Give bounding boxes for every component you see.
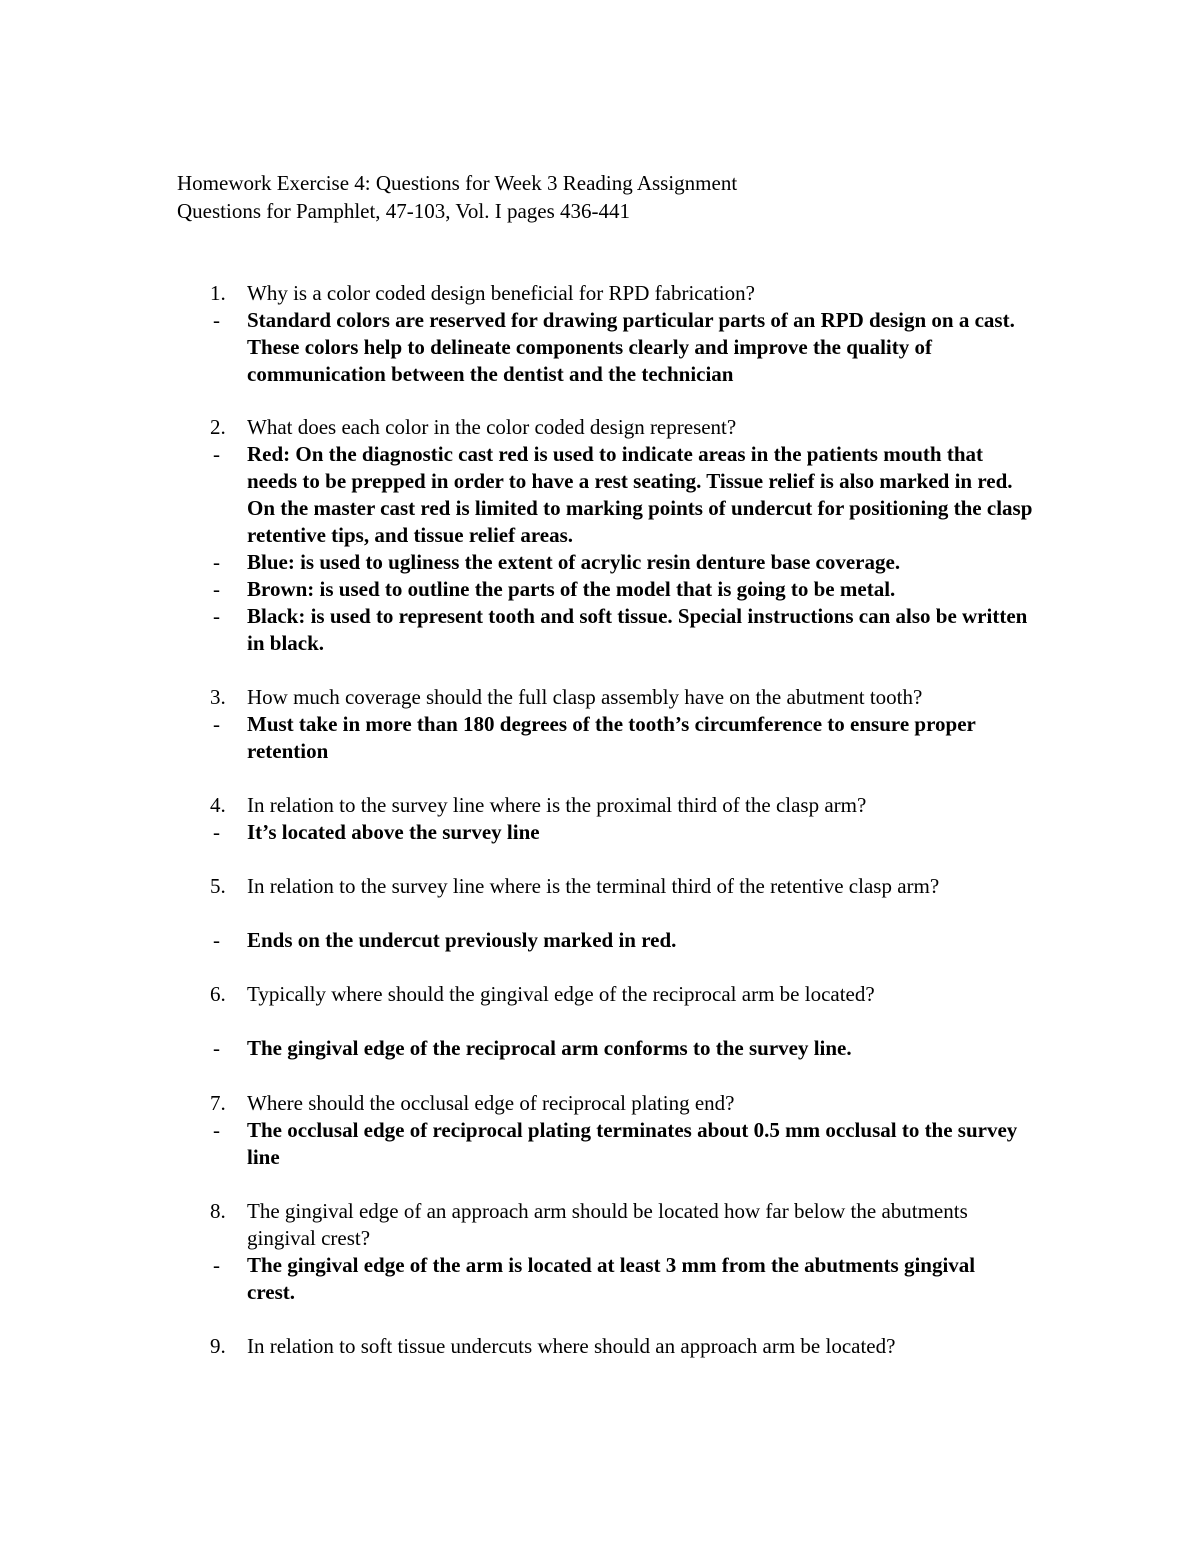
question-number: 1. [210, 281, 226, 305]
answer-text: The gingival edge of the reciprocal arm conforms to the survey line. [247, 1036, 852, 1060]
question-number: 4. [210, 793, 226, 817]
answer-dash: - [213, 1036, 220, 1060]
answer-dash: - [213, 1118, 220, 1142]
answer-dash: - [213, 604, 220, 628]
answer-text: The gingival edge of the arm is located at least 3 mm from the abutments gingival crest. [247, 1253, 976, 1304]
answer-text: Black: is used to represent tooth and soft tissue. Special instructions can also be written in black. [247, 604, 1028, 655]
question-text: What does each color in the color coded design represent? [247, 415, 737, 439]
answer-dash: - [213, 577, 220, 601]
question-text: In relation to the survey line where is the terminal third of the retentive clasp arm? [247, 874, 940, 898]
answer-dash: - [213, 442, 220, 466]
answer-dash: - [213, 928, 220, 952]
answer-dash: - [213, 550, 220, 574]
question-number: 3. [210, 685, 226, 709]
answer-dash: - [213, 1253, 220, 1277]
answer-text: Red: On the diagnostic cast red is used to indicate areas in the patients mouth that needs to be prepped in order to have a rest seating. Tissue relief is also marked in red. On the master cast red is limited to marking points of undercut for positioning the clasp retentive tips, and tissue relief areas. [247, 442, 1033, 547]
question-number: 8. [210, 1199, 226, 1223]
answer-text: Ends on the undercut previously marked in red. [247, 928, 677, 952]
question-text: How much coverage should the full clasp assembly have on the abutment tooth? [247, 685, 923, 709]
answer-text: It’s located above the survey line [247, 820, 540, 844]
header-subtitle: Questions for Pamphlet, 47-103, Vol. I pages 436-441 [177, 199, 631, 223]
question-text: In relation to soft tissue undercuts where should an approach arm be located? [247, 1334, 896, 1358]
answer-text: Blue: is used to ugliness the extent of acrylic resin denture base coverage. [247, 550, 901, 574]
answer-dash: - [213, 308, 220, 332]
answer-text: Brown: is used to outline the parts of the model that is going to be metal. [247, 577, 896, 601]
answer-text: Standard colors are reserved for drawing particular parts of an RPD design on a cast. These colors help to delineate components clearly and improve the quality of communication between the dentist and the technician [247, 308, 1015, 386]
question-number: 7. [210, 1091, 226, 1115]
question-text: Where should the occlusal edge of reciprocal plating end? [247, 1091, 735, 1115]
question-text: The gingival edge of an approach arm should be located how far below the abutments gingival crest? [247, 1199, 968, 1250]
question-text: Typically where should the gingival edge of the reciprocal arm be located? [247, 982, 875, 1006]
question-number: 9. [210, 1334, 226, 1358]
question-text: Why is a color coded design beneficial for RPD fabrication? [247, 281, 755, 305]
question-number: 2. [210, 415, 226, 439]
question-number: 6. [210, 982, 226, 1006]
answer-text: The occlusal edge of reciprocal plating terminates about 0.5 mm occlusal to the survey line [247, 1118, 1018, 1169]
question-number: 5. [210, 874, 226, 898]
question-text: In relation to the survey line where is the proximal third of the clasp arm? [247, 793, 867, 817]
header-title: Homework Exercise 4: Questions for Week 3 Reading Assignment [177, 171, 738, 195]
answer-dash: - [213, 820, 220, 844]
answer-dash: - [213, 712, 220, 736]
answer-text: Must take in more than 180 degrees of the tooth’s circumference to ensure proper retention [247, 712, 976, 763]
